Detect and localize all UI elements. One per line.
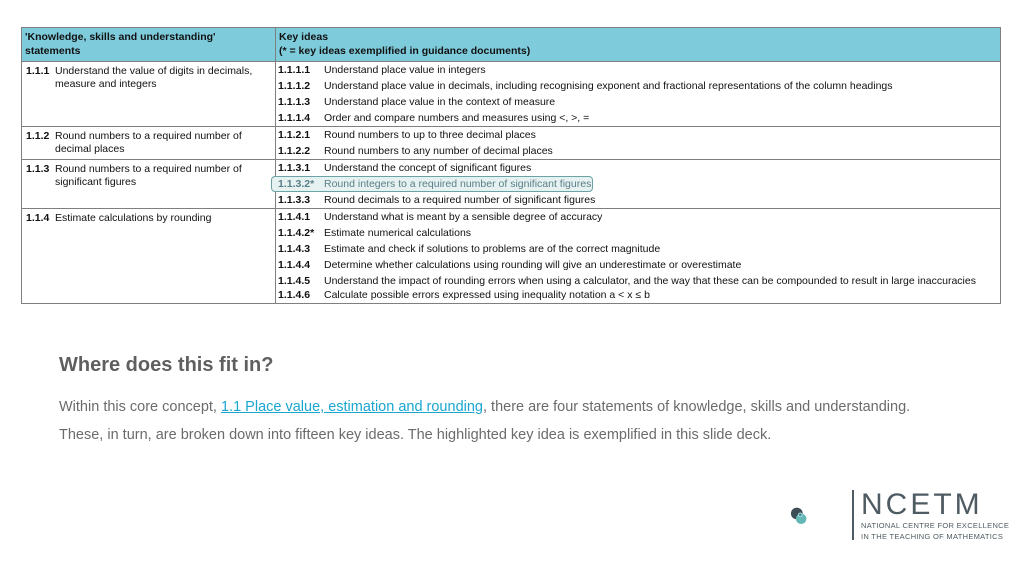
logo-wordmark: NCETM [861, 488, 983, 521]
key-ideas-cell [276, 127, 1000, 159]
key-idea-number: 1.1.4.1 [278, 211, 311, 223]
statement-number: 1.1.1 [26, 65, 50, 77]
key-idea-row [276, 94, 1000, 110]
header-key-ideas [276, 28, 1000, 61]
statement-number: 1.1.4 [26, 212, 50, 224]
statement-number: 1.1.3 [26, 163, 50, 175]
statement-text: Understand the value of digits in decimals, measure and integers [55, 65, 253, 90]
key-idea-number: 1.1.2.1 [278, 129, 311, 141]
header-statements: 'Knowledge, skills and understanding' statements [22, 28, 276, 61]
key-ideas-cell [276, 62, 1000, 126]
statement-text: Round numbers to a required number of decimal places [55, 130, 242, 155]
statement-group [22, 209, 1000, 303]
key-ideas-table [21, 27, 1001, 304]
key-idea-row [276, 225, 1000, 241]
key-idea-row [276, 192, 1000, 208]
key-idea-row [276, 257, 1000, 273]
paragraph-text-before: Within this core concept, [59, 399, 221, 415]
key-idea-number: 1.1.1.4 [278, 112, 311, 124]
statement-group [22, 127, 1000, 160]
statement-cell [22, 209, 276, 303]
core-concept-link[interactable]: 1.1 Place value, estimation and rounding [221, 399, 483, 415]
logo-divider [852, 490, 854, 540]
key-idea-text: Understand place value in the context of measure [324, 96, 556, 108]
key-idea-number: 1.1.4.3 [278, 243, 311, 255]
key-idea-text: Round integers to a required number of significant figures [324, 178, 592, 190]
key-idea-text: Round decimals to a required number of significant figures [324, 194, 596, 206]
header-key-ideas-title: Key ideas [279, 31, 329, 43]
key-idea-text: Estimate and check if solutions to problems are of the correct magnitude [324, 243, 661, 255]
key-idea-text: Understand the impact of rounding errors when using a calculator, and the way that these can be compounded to result in large inaccuracies [324, 275, 976, 287]
section-heading: Where does this fit in? [59, 354, 274, 376]
statement-group [22, 62, 1000, 127]
table-header [22, 28, 1000, 62]
key-idea-row [276, 62, 1000, 78]
key-idea-row [276, 160, 1000, 176]
key-idea-text: Understand place value in decimals, including recognising exponent and fractional representations of the column headings [324, 80, 893, 92]
key-idea-text: Understand what is meant by a sensible degree of accuracy [324, 211, 603, 223]
key-idea-row [276, 110, 1000, 126]
paragraph-core-concept [59, 399, 979, 415]
key-idea-number: 1.1.2.2 [278, 145, 311, 157]
statement-text: Estimate calculations by rounding [55, 212, 212, 224]
paragraph-text-after: , there are four statements of knowledge, skills and understanding. [482, 399, 911, 415]
paragraph-key-ideas: These, in turn, are broken down into fifteen key ideas. The highlighted key idea is exemplified in this slide deck. [59, 427, 772, 443]
key-idea-row [276, 143, 1000, 159]
key-idea-text: Estimate numerical calculations [324, 227, 472, 239]
key-idea-row [276, 273, 1000, 289]
key-idea-number: 1.1.1.3 [278, 96, 311, 108]
key-idea-text: Round numbers to up to three decimal places [324, 129, 536, 141]
key-idea-number: 1.1.4.6 [278, 289, 311, 301]
logo-subtitle-line1: NATIONAL CENTRE FOR EXCELLENCE [861, 521, 1010, 530]
key-idea-row [276, 127, 1000, 143]
key-idea-number: 1.1.4.5 [278, 275, 311, 287]
key-idea-text: Determine whether calculations using rounding will give an underestimate or overestimate [324, 259, 742, 271]
key-idea-number: 1.1.1.2 [278, 80, 311, 92]
header-key-ideas-note: (* = key ideas exemplified in guidance documents) [279, 45, 531, 57]
statement-text: Round numbers to a required number of significant figures [55, 163, 242, 188]
key-idea-text: Round numbers to any number of decimal places [324, 145, 553, 157]
key-idea-row [276, 78, 1000, 94]
statement-cell [22, 160, 276, 208]
statement-group [22, 160, 1000, 209]
statement-number: 1.1.2 [26, 130, 50, 142]
statement-cell [22, 127, 276, 159]
key-idea-number: 1.1.4.4 [278, 259, 311, 271]
key-idea-row [276, 289, 1000, 303]
key-idea-number: 1.1.3.1 [278, 162, 311, 174]
key-idea-text: Calculate possible errors expressed using inequality notation a < x ≤ b [324, 289, 650, 301]
key-idea-number: 1.1.3.3 [278, 194, 311, 206]
statement-cell [22, 62, 276, 126]
key-ideas-cell [276, 209, 1000, 303]
key-idea-text: Understand place value in integers [324, 64, 486, 76]
key-ideas-cell [276, 160, 1000, 208]
key-idea-text: Order and compare numbers and measures using <, >, = [324, 112, 590, 124]
highlighted-key-idea-row [276, 176, 1000, 192]
key-idea-row [276, 241, 1000, 257]
key-idea-row [276, 209, 1000, 225]
key-idea-number: 1.1.4.2* [278, 227, 315, 239]
key-idea-number: 1.1.3.2* [278, 178, 315, 190]
key-idea-number: 1.1.1.1 [278, 64, 311, 76]
ncetm-logo-mark [790, 488, 852, 544]
key-idea-text: Understand the concept of significant figures [324, 162, 532, 174]
logo-subtitle-line2: IN THE TEACHING OF MATHEMATICS [861, 532, 1004, 541]
